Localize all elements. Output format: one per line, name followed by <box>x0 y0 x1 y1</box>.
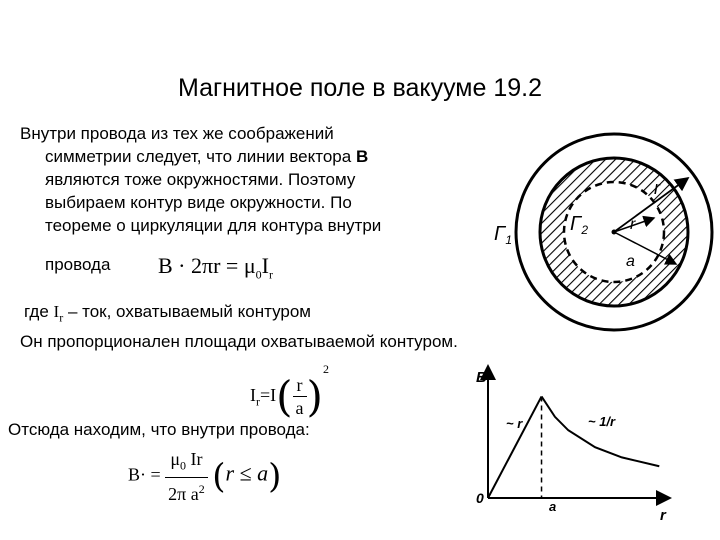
current-ratio-formula <box>250 362 329 419</box>
field-den-text: 2π a <box>168 483 199 504</box>
circulation-formula-lhs: B · 2πr = <box>158 253 244 278</box>
ratio-right-paren: ) <box>306 371 323 421</box>
current-definition-prefix: где <box>24 302 54 321</box>
circulation-formula-rhs: I <box>261 253 269 278</box>
a-label: a <box>626 253 635 270</box>
field-den-exp: 2 <box>198 481 205 496</box>
inner-r-label: r <box>630 216 636 233</box>
para-line-2 <box>20 145 460 168</box>
y-axis-label: B <box>476 369 487 386</box>
page-title: Магнитное поле в вакууме 19.2 <box>177 74 542 102</box>
field-vs-radius-chart <box>470 360 694 525</box>
linear-annotation: ~ r <box>506 416 523 431</box>
outer-r-label: r <box>654 178 660 198</box>
field-formula-lhs: B· = <box>128 464 161 485</box>
ratio-denominator: a <box>295 398 304 419</box>
field-inside-formula <box>128 448 281 505</box>
field-fraction <box>165 448 208 505</box>
ratio-lhs: I <box>250 385 256 405</box>
field-num-mu-sub: 0 <box>180 458 187 473</box>
current-definition-text: – ток, охватываемый контуром <box>63 302 311 321</box>
inverse-annotation: ~ 1/r <box>588 414 616 429</box>
hence-text: Отсюда находим, что внутри провода: <box>8 420 310 439</box>
proportional-text: Он пропорционален площади охватываемой контуром. <box>20 332 458 351</box>
para-line-1: Внутри провода из тех же соображений <box>20 124 334 143</box>
field-denominator <box>165 478 208 505</box>
x-marker-label: a <box>549 499 557 514</box>
circulation-formula-mu: μ <box>243 253 256 278</box>
ratio-lhs-sub: r <box>256 394 260 409</box>
ratio-eq: =I <box>260 385 277 405</box>
field-condition: r ≤ a <box>225 460 269 486</box>
field-numerator <box>165 448 208 478</box>
circulation-formula-mu-sub: 0 <box>255 267 262 282</box>
origin-label: 0 <box>476 490 484 506</box>
vector-b-label: В <box>355 147 369 166</box>
field-num-mu: μ <box>170 449 181 469</box>
para-line-2-text: симметрии следует, что линии вектора <box>45 147 352 166</box>
para-line-5: теореме о циркуляции для контура внутри <box>45 216 382 235</box>
ratio-left-paren: ( <box>276 371 293 421</box>
current-definition <box>24 302 311 325</box>
ratio-fraction <box>293 374 307 419</box>
para-line-4: выбираем контур виде окружности. По <box>45 193 352 212</box>
condition-right-paren: ) <box>268 456 282 497</box>
ratio-numerator: r <box>293 374 307 397</box>
wire-cross-section-diagram <box>468 118 720 340</box>
para-line-6-text: провода <box>45 255 111 274</box>
circulation-formula <box>158 253 273 282</box>
gamma1-label: $\Gamma_1$ <box>494 223 513 247</box>
ratio-exponent: 2 <box>322 362 329 376</box>
para-line-3: являются тоже окружностями. Поэтому <box>45 170 356 189</box>
gamma2-label: $\Gamma_2$ <box>570 213 589 237</box>
current-symbol-sub: r <box>59 310 64 325</box>
circulation-formula-rhs-sub: r <box>268 267 273 282</box>
condition-left-paren: ( <box>212 456 226 497</box>
field-num-rest: Ir <box>186 449 203 469</box>
current-symbol: I <box>53 302 60 321</box>
linear-segment <box>488 396 542 498</box>
x-axis-label: r <box>660 507 666 524</box>
inverse-segment <box>542 396 660 466</box>
